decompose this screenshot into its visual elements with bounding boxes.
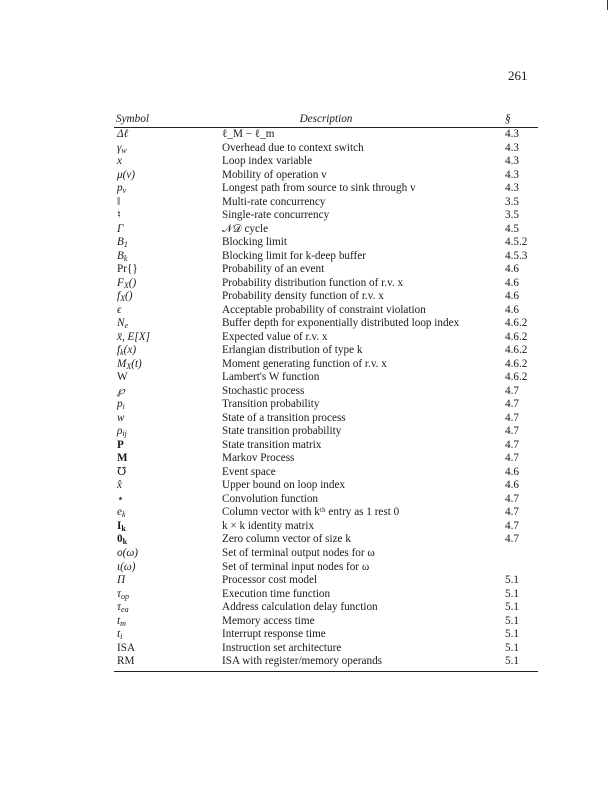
symbol-base: x (117, 155, 122, 168)
table-row (114, 398, 538, 412)
section-cell: 4.3 (505, 155, 519, 168)
symbol-base: x̄, E[X] (117, 330, 150, 343)
symbol-base: ⋆ (117, 492, 125, 505)
table-row (114, 182, 538, 196)
description-cell: Acceptable probability of constraint violation (222, 303, 426, 316)
symbol-cell (117, 398, 125, 412)
description-cell: Memory access time (222, 614, 315, 627)
symbol-cell (117, 452, 128, 466)
section-cell: 5.1 (505, 614, 519, 627)
symbol-cell (117, 520, 126, 534)
description-cell: Event space (222, 465, 276, 478)
section-cell: 4.7 (505, 411, 519, 424)
symbol-cell (117, 425, 127, 439)
symbol-cell (117, 506, 126, 520)
section-cell: 5.1 (505, 628, 519, 641)
symbol-cell (117, 317, 128, 331)
table-row (114, 520, 538, 534)
symbol-base: t (117, 628, 121, 641)
description-cell: Multi-rate concurrency (222, 195, 326, 208)
table-row (114, 412, 538, 426)
symbol-cell (117, 142, 127, 156)
symbol-base: ℧ (117, 465, 127, 478)
symbol-base: ISA (117, 641, 136, 654)
description-cell: Transition probability (222, 398, 320, 411)
symbol-subscript: i (120, 632, 123, 642)
symbol-subscript: X (120, 294, 125, 304)
symbol-base: t (117, 614, 121, 627)
section-cell: 4.7 (505, 398, 519, 411)
table-row (114, 169, 538, 183)
description-cell: Erlangian distribution of type k (222, 344, 363, 357)
symbol-base: ρ (117, 425, 123, 438)
table-row (114, 479, 538, 493)
table-row (114, 250, 538, 264)
description-cell: State of a transition process (222, 411, 346, 424)
section-cell: 4.6 (505, 479, 519, 492)
table-row (114, 655, 538, 669)
section-cell: 4.6 (505, 465, 519, 478)
symbol-args: () (125, 290, 133, 303)
symbol-cell (117, 331, 150, 345)
symbol-base: w (117, 411, 125, 424)
symbol-cell (117, 263, 138, 277)
description-cell: Interrupt response time (222, 628, 326, 641)
table-row (114, 263, 538, 277)
symbol-cell (117, 128, 128, 142)
table-row (114, 547, 538, 561)
symbol-cell (117, 155, 122, 169)
description-cell: Blocking limit for k-deep buffer (222, 249, 366, 262)
table-row (114, 371, 538, 385)
symbol-cell (117, 290, 132, 304)
symbol-base: 0 (117, 533, 123, 546)
table-row (114, 128, 538, 142)
table-row (114, 452, 538, 466)
page-edge-mark (607, 0, 608, 10)
symbol-subscript: ij (122, 429, 127, 439)
description-cell: Zero column vector of size k (222, 533, 351, 546)
symbol-base: M (117, 452, 128, 465)
symbol-cell (117, 533, 127, 547)
symbol-cell (117, 466, 126, 480)
symbol-subscript: 1 (123, 240, 128, 250)
section-cell: 4.7 (505, 519, 519, 532)
table-row (114, 277, 538, 291)
symbol-subscript: m (120, 618, 126, 628)
description-cell: Stochastic process (222, 384, 305, 397)
table-row (114, 574, 538, 588)
table-row (114, 439, 538, 453)
table-body (114, 128, 538, 669)
header-section: § (505, 113, 511, 125)
section-cell: 4.3 (505, 168, 519, 181)
description-cell: Buffer depth for exponentially distributed loop index (222, 317, 460, 330)
symbol-subscript: k (122, 537, 128, 547)
symbol-cell (117, 601, 129, 615)
table-row (114, 642, 538, 656)
table-row (114, 223, 538, 237)
section-cell: 4.7 (505, 425, 519, 438)
symbol-cell (117, 628, 122, 642)
description-cell: Blocking limit (222, 236, 287, 249)
header-description: Description (299, 113, 353, 125)
symbol-base: P (117, 438, 124, 451)
table-row (114, 561, 538, 575)
section-cell: 4.6.2 (505, 371, 528, 384)
symbol-base: ϵ (117, 303, 122, 316)
symbol-base: e (117, 506, 122, 519)
description-cell: Moment generating function of r.v. x (222, 357, 387, 370)
description-cell: State transition matrix (222, 438, 322, 451)
symbol-base: p (117, 398, 123, 411)
symbol-cell (117, 209, 121, 223)
symbol-subscript: e (124, 321, 129, 331)
section-cell: 4.3 (505, 182, 519, 195)
description-cell: Overhead due to context switch (222, 141, 364, 154)
description-cell: ℓ_M − ℓ_m (222, 128, 275, 140)
section-cell: 4.7 (505, 533, 519, 546)
symbol-subscript: X (123, 280, 129, 290)
symbol-cell (117, 169, 135, 183)
table-row (114, 196, 538, 210)
table-row (114, 533, 538, 547)
description-cell: Upper bound on loop index (222, 479, 346, 492)
section-cell: 5.1 (505, 601, 519, 614)
section-cell: 4.5.2 (505, 236, 528, 249)
table-header (114, 113, 538, 128)
symbol-base: RM (117, 655, 135, 668)
description-cell: Probability distribution function of r.v. x (222, 276, 404, 289)
symbol-cell (117, 371, 128, 385)
symbol-base: M (117, 357, 127, 370)
description-cell: Probability of an event (222, 263, 325, 276)
description-cell: Lambert's W function (222, 371, 320, 384)
symbol-cell (117, 344, 136, 358)
symbol-base: F (117, 276, 124, 289)
symbol-cell (117, 236, 128, 250)
description-cell: Expected value of r.v. x (222, 330, 328, 343)
table-row (114, 385, 538, 399)
section-cell: 3.5 (505, 195, 519, 208)
symbol-subscript: k (121, 510, 126, 520)
section-cell: 4.7 (505, 438, 519, 451)
table-row (114, 615, 538, 629)
table-row (114, 155, 538, 169)
symbol-subscript: v (122, 186, 127, 196)
symbol-cell (117, 182, 126, 196)
symbol-subscript: X (126, 361, 132, 371)
symbol-base: ι(ω) (117, 560, 136, 573)
page-number: 261 (508, 68, 528, 83)
table-row (114, 290, 538, 304)
description-cell: Single-rate concurrency (222, 209, 330, 222)
symbol-args: (t) (131, 357, 142, 370)
description-cell: Address calculation delay function (222, 601, 378, 614)
symbol-base: ‖ (117, 195, 121, 208)
symbol-cell (117, 642, 135, 656)
description-cell: Column vector with kᵗʰ entry as 1 rest 0 (222, 506, 400, 519)
symbol-base: ℘ (117, 384, 125, 397)
symbol-base: o(ω) (117, 546, 138, 559)
header-symbol: Symbol (116, 113, 149, 125)
symbol-cell (117, 277, 136, 291)
symbol-base: τ (117, 587, 122, 600)
table-row (114, 466, 538, 480)
symbol-subscript: ea (121, 605, 129, 615)
symbol-cell (117, 547, 138, 561)
symbol-cell (117, 304, 122, 318)
description-cell: Instruction set architecture (222, 641, 342, 654)
section-cell: 4.5 (505, 222, 519, 235)
description-cell: k × k identity matrix (222, 519, 315, 532)
description-cell: Probability density function of r.v. x (222, 290, 384, 303)
table-bottom-rule (114, 671, 538, 672)
symbol-cell (117, 479, 122, 493)
table-row (114, 588, 538, 602)
symbol-subscript: k (120, 348, 124, 358)
symbol-base: N (117, 317, 125, 330)
symbol-base: τ (117, 601, 122, 614)
section-cell: 4.6 (505, 276, 519, 289)
section-cell: 4.7 (505, 452, 519, 465)
symbol-base: f (117, 344, 121, 357)
section-cell: 4.6.2 (505, 317, 528, 330)
symbol-cell (117, 223, 123, 237)
description-cell: Execution time function (222, 587, 331, 600)
section-cell: 3.5 (505, 209, 519, 222)
section-cell: 5.1 (505, 574, 519, 587)
description-cell: 𝒩𝒟 cycle (222, 222, 269, 235)
description-cell: Longest path from source to sink through v (222, 182, 416, 195)
section-cell: 4.7 (505, 492, 519, 505)
table-row (114, 304, 538, 318)
table-row (114, 506, 538, 520)
section-cell: 5.1 (505, 641, 519, 654)
section-cell: 5.1 (505, 587, 519, 600)
symbol-base: Δℓ (117, 128, 129, 140)
symbol-base: x̂ (117, 479, 122, 492)
symbol-cell (117, 358, 142, 372)
section-cell: 4.6 (505, 263, 519, 276)
symbol-base: γ (117, 141, 122, 154)
table-row (114, 142, 538, 156)
symbol-base: f (117, 290, 121, 303)
table-row (114, 331, 538, 345)
symbol-args: () (128, 276, 137, 289)
section-cell: 4.6.2 (505, 357, 528, 370)
symbol-cell (117, 250, 127, 264)
symbol-subscript: i (122, 402, 125, 412)
section-cell: 4.3 (505, 141, 519, 154)
table-row (114, 628, 538, 642)
symbol-base: B (117, 249, 124, 262)
table-row (114, 236, 538, 250)
symbol-subscript: k (121, 523, 126, 533)
symbol-cell (117, 561, 135, 575)
symbol-cell (117, 588, 129, 602)
symbol-base: μ(v) (117, 168, 136, 181)
symbol-subscript: op (121, 591, 130, 601)
symbol-cell (117, 439, 124, 453)
table-row (114, 317, 538, 331)
symbol-cell (117, 412, 124, 426)
section-cell: 5.1 (505, 655, 519, 668)
description-cell: Set of terminal input nodes for ω (222, 560, 370, 573)
symbol-cell (117, 385, 125, 399)
symbol-base: p (117, 182, 123, 195)
symbol-base: Pr{} (117, 263, 138, 276)
table-row (114, 344, 538, 358)
symbol-base: W (117, 371, 128, 384)
symbol-cell (117, 615, 126, 629)
symbol-cell (117, 655, 134, 669)
section-cell: 4.7 (505, 506, 519, 519)
symbol-cell (117, 574, 125, 588)
symbol-subscript: w (121, 145, 127, 155)
section-cell: 4.6 (505, 290, 519, 303)
symbol-base: I (117, 519, 122, 532)
symbol-base: ♮ (117, 209, 121, 222)
description-cell: Convolution function (222, 492, 319, 505)
section-cell: 4.7 (505, 384, 519, 397)
table-row (114, 601, 538, 615)
description-cell: Markov Process (222, 452, 295, 465)
description-cell: Set of terminal output nodes for ω (222, 546, 375, 559)
table-row (114, 493, 538, 507)
symbol-base: Π (117, 574, 126, 587)
section-cell: 4.3 (505, 128, 519, 140)
section-cell: 4.6 (505, 303, 519, 316)
symbol-base: B (117, 236, 124, 249)
section-cell: 4.6.2 (505, 330, 528, 343)
description-cell: Loop index variable (222, 155, 313, 168)
description-cell: Processor cost model (222, 574, 318, 587)
symbol-subscript: k (123, 253, 128, 263)
description-cell: State transition probability (222, 425, 342, 438)
symbol-cell (117, 493, 124, 507)
symbol-table (114, 113, 538, 672)
description-cell: ISA with register/memory operands (222, 655, 383, 668)
table-row (114, 358, 538, 372)
section-cell: 4.5.3 (505, 249, 528, 262)
table-row (114, 425, 538, 439)
description-cell: Mobility of operation v (222, 168, 327, 181)
symbol-args: (x) (123, 344, 137, 357)
section-cell: 4.6.2 (505, 344, 528, 357)
symbol-base: Γ (117, 222, 124, 235)
symbol-cell (117, 196, 120, 210)
table-row (114, 209, 538, 223)
